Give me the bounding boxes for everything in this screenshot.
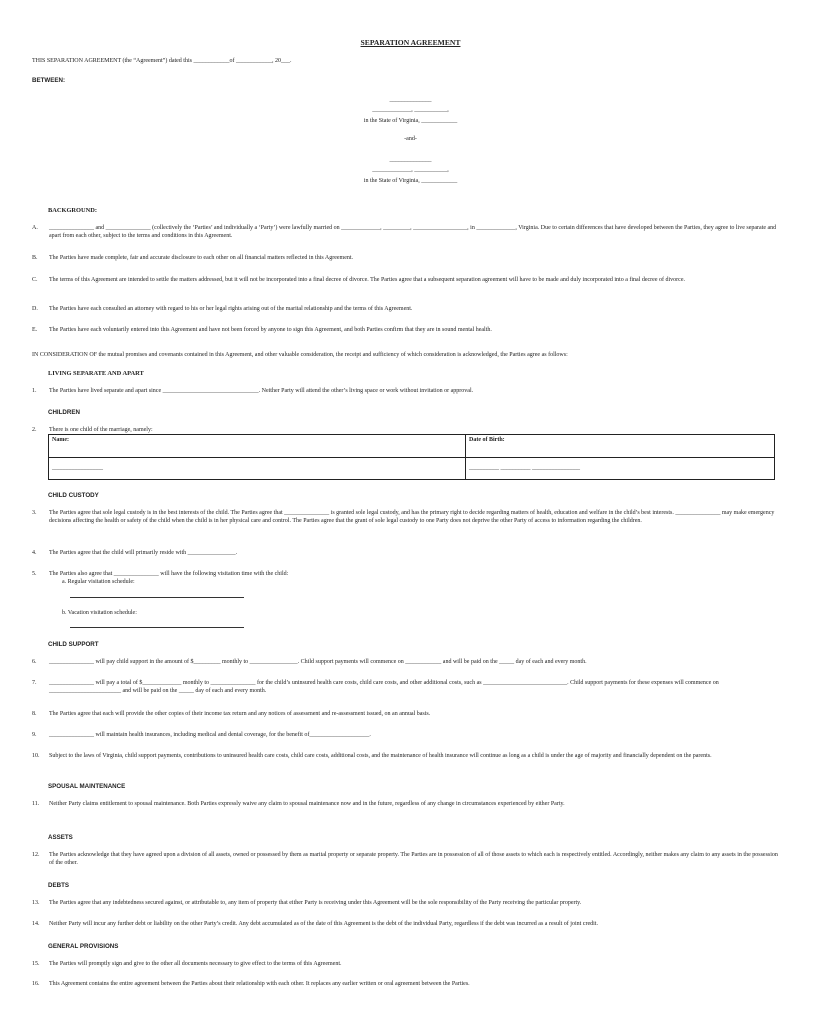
table-cell-name[interactable]: _________________ xyxy=(49,458,466,480)
debts-heading: DEBTS xyxy=(48,882,69,889)
item-label: 3. xyxy=(32,510,37,516)
background-item-d xyxy=(32,306,784,314)
background-item-b xyxy=(32,255,784,263)
item-label: 5. xyxy=(32,571,37,577)
item-label: 7. xyxy=(32,680,37,686)
background-item-a xyxy=(32,225,784,240)
item-text: The Parties have made complete, fair and accurate disclosure to each other on all financial matters reflected in this Agreement. xyxy=(49,255,354,261)
item-text: The Parties have each consulted an attorney with regard to his or her legal rights arising out of the marital relationship and the terms of this Agreement. xyxy=(49,306,413,312)
item-text: The Parties acknowledge that they have agreed upon a division of all assets, owned or possessed by them as marital property or separate property. The Parties are in possession of all of those assets to which each is respectively entitled. Accordingly, neither makes any claim to any assets in the possession of the other. xyxy=(49,852,778,866)
vacation-visitation-line[interactable] xyxy=(70,627,244,628)
item-label: 14. xyxy=(32,921,40,927)
item-label: D. xyxy=(32,306,38,312)
item-label: 13. xyxy=(32,900,40,906)
children-table xyxy=(48,434,775,480)
party2-state-line: in the State of Virginia, ____________ xyxy=(363,178,458,184)
item-label: B. xyxy=(32,255,38,261)
item-text: _______________ will maintain health insurances, including medical and dental coverage, for the benefit of____________________. xyxy=(49,732,371,738)
clause-16 xyxy=(32,981,784,989)
table-header-dob: Date of Birth: xyxy=(466,435,775,458)
clause-6 xyxy=(32,659,784,667)
between-label: BETWEEN: xyxy=(32,77,65,84)
item-text: _______________ will pay a total of $_____________ monthly to _______________ for the child’s uninsured health care costs, child care costs, and other additional costs, such as ____________________________. Child support payments for these expenses will commence on ________________________ and will be paid on the _____ day of each and every month. xyxy=(49,680,719,694)
item-text: Neither Party will incur any further debt or liability on the other Party’s credit. Any debt accumulated as of the date of this Agreement is the debt of the individual Party, regardless if the debt was incurred as a result of joint credit. xyxy=(49,921,598,927)
item-label: 8. xyxy=(32,711,37,717)
children-heading: CHILDREN xyxy=(48,409,80,416)
item-text: The Parties agree that any indebtedness secured against, or attributable to, any item of property that either Party is receiving under this Agreement will be the sole responsibility of the Party receiving the particular property. xyxy=(49,900,582,906)
party1-name-line: ______________ xyxy=(389,97,432,103)
intro-paragraph: THIS SEPARATION AGREEMENT (the “Agreement”) dated this ____________of ____________, 20___. xyxy=(32,58,292,64)
assets-heading: ASSETS xyxy=(48,834,73,841)
item-label: E. xyxy=(32,327,38,333)
support-heading: CHILD SUPPORT xyxy=(48,641,99,648)
background-item-c xyxy=(32,277,784,285)
item-text: The Parties have lived separate and apart since ________________________________. Neither Party will attend the other’s living space or work without invitation or approval. xyxy=(49,388,474,394)
item-label: A. xyxy=(32,225,38,231)
item-label: 11. xyxy=(32,801,40,807)
clause-13 xyxy=(32,900,784,908)
item-label: 10. xyxy=(32,753,40,759)
clause-10 xyxy=(32,753,784,761)
clause-5 xyxy=(32,571,784,579)
item-label: 12. xyxy=(32,852,40,858)
item-text: The terms of this Agreement are intended to settle the matters addressed, but it will not be incorporated into a final decree of divorce. The Parties agree that a subsequent separation agreement will have to be made and duly incorporated into a final decree of divorce. xyxy=(49,277,685,283)
item-text: The Parties have each voluntarily entered into this Agreement and have not been forced by anyone to sign this Agreement, and both Parties confirm that they are in sound mental health. xyxy=(49,327,492,333)
item-label: 1. xyxy=(32,388,37,394)
item-text: Neither Party claims entitlement to spousal maintenance. Both Parties expressly waive any claim to spousal maintenance now and in the future, regardless of any change in circumstances experienced by either Party. xyxy=(49,801,565,807)
general-heading: GENERAL PROVISIONS xyxy=(48,943,119,950)
consideration-paragraph: IN CONSIDERATION OF the mutual promises and covenants contained in this Agreement, and other valuable consideration, the receipt and sufficiency of which consideration is acknowledged, the Parties agree as follows: xyxy=(32,352,568,358)
party2-address-line: _____________, ___________, xyxy=(372,167,449,173)
clause-4 xyxy=(32,550,784,558)
background-heading: BACKGROUND: xyxy=(48,207,97,214)
clause-8 xyxy=(32,711,784,719)
vacation-visitation-label: b. Vacation visitation schedule: xyxy=(62,610,137,616)
item-label: 6. xyxy=(32,659,37,665)
item-text: Subject to the laws of Virginia, child support payments, contributions to uninsured health care costs, child care costs, additional costs, and the maintenance of health insurance will continue as long as a child is under the age of majority and financially dependent on the parents. xyxy=(49,753,712,759)
table-header-name: Name: xyxy=(49,435,466,458)
item-label: 9. xyxy=(32,732,37,738)
clause-11 xyxy=(32,801,784,809)
item-label: 4. xyxy=(32,550,37,556)
clause-3 xyxy=(32,510,784,525)
clause-14 xyxy=(32,921,784,929)
clause-15 xyxy=(32,961,784,969)
item-text: There is one child of the marriage, namely: xyxy=(49,427,153,433)
custody-heading: CHILD CUSTODY xyxy=(48,492,99,499)
party1-address-line: _____________, ___________, xyxy=(372,107,449,113)
clause-7 xyxy=(32,680,784,695)
clause-12 xyxy=(32,852,784,867)
living-heading: LIVING SEPARATE AND APART xyxy=(48,370,144,377)
item-text: The Parties agree that sole legal custody is in the best interests of the child. The Parties agree that _______________ is granted sole legal custody, and has the primary right to decide regarding matters of health, education and welfare in the child’s best interests. _______________ may make emergency decisions affecting the health or safety of the child when the child is in her physical care and control. The Parties agree that the grant of sole legal custody to one Party does not deprive the other Party of access to information regarding the children. xyxy=(49,510,775,524)
item-label: 15. xyxy=(32,961,40,967)
regular-visitation-label: a. Regular visitation schedule: xyxy=(62,579,135,585)
background-item-e xyxy=(32,327,784,335)
item-text: The Parties agree that each will provide the other copies of their income tax return and any notices of assessment and re-assessment issued, on an annual basis. xyxy=(49,711,431,717)
regular-visitation-line[interactable] xyxy=(70,597,244,598)
item-text: _______________ will pay child support in the amount of $_________ monthly to ________________. Child support payments will commence on ____________ and will be paid on the _____ day of each and every month. xyxy=(49,659,587,665)
item-label: 2. xyxy=(32,427,37,433)
item-label: 16. xyxy=(32,981,40,987)
party1-state-line: in the State of Virginia, ____________ xyxy=(363,118,458,124)
item-text: _______________ and _______________ (collectively the ‘Parties’ and individually a ‘Party’) were lawfully married on _____________, _________, __________________, in _____________, Virginia. Due to certain differences that have developed between the Parties, they agree to live separate and apart from each other, subject to the terms and conditions in this Agreement. xyxy=(49,225,777,239)
party2-name-line: ______________ xyxy=(389,157,432,163)
clause-1 xyxy=(32,388,784,396)
item-text: The Parties will promptly sign and give to the other all documents necessary to give effect to the terms of this Agreement. xyxy=(49,961,342,967)
item-label: C. xyxy=(32,277,38,283)
document-title: SEPARATION AGREEMENT xyxy=(360,38,461,47)
item-text: The Parties also agree that _______________ will have the following visitation time with the child: xyxy=(49,571,289,577)
table-cell-dob[interactable]: __________ __________ ________________ xyxy=(466,458,775,480)
item-text: This Agreement contains the entire agreement between the Parties about their relationship with each other. It replaces any earlier written or oral agreement between the Parties. xyxy=(49,981,470,987)
clause-9 xyxy=(32,732,784,740)
item-text: The Parties agree that the child will primarily reside with ________________. xyxy=(49,550,238,556)
and-separator: -and- xyxy=(404,136,417,142)
spousal-heading: SPOUSAL MAINTENANCE xyxy=(48,783,126,790)
